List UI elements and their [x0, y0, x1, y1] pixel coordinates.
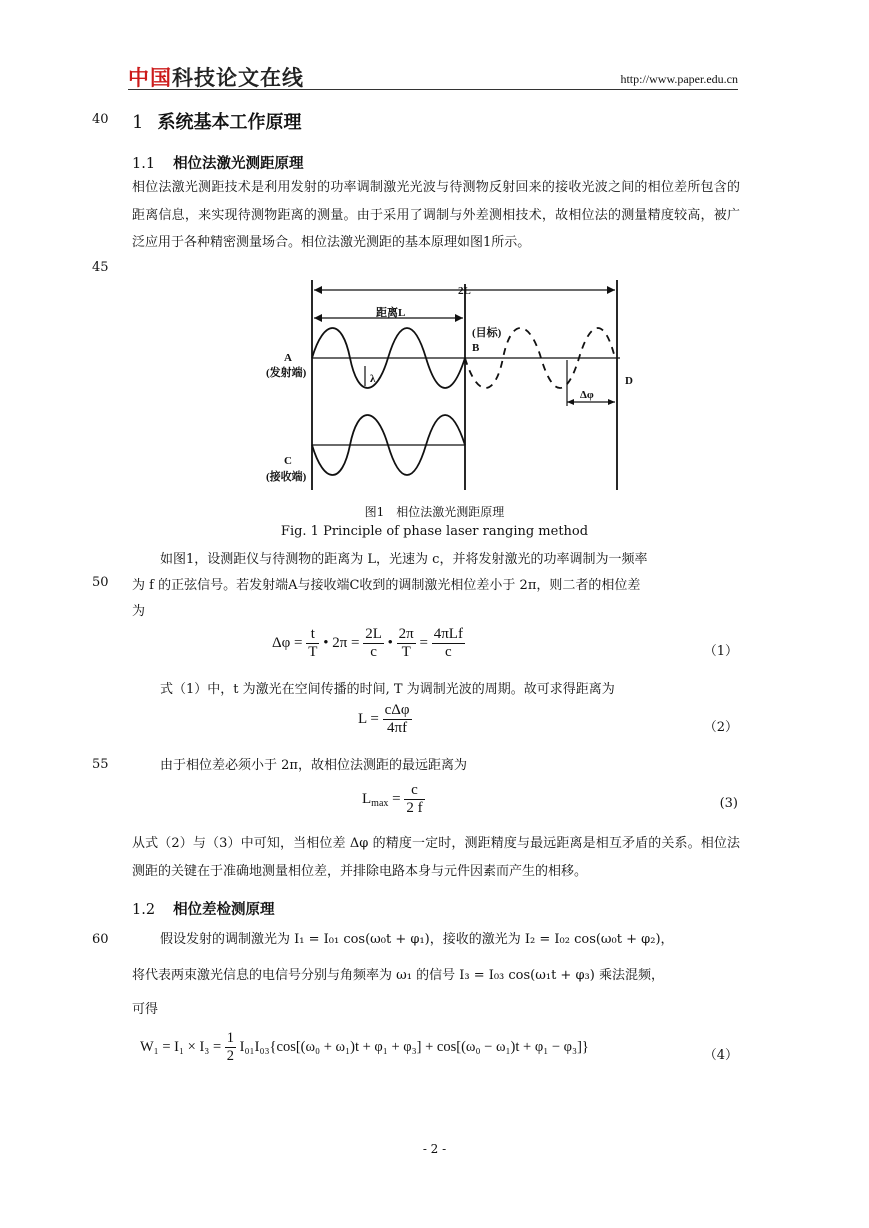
paragraph: 从式（2）与（3）中可知，当相位差 Δφ 的精度一定时，测距精度与最远距离是相互矛盾的关系。相位法测距的关键在于准确地测量相位差，并排除电路本身与元件因素而产生的相移。: [132, 836, 740, 879]
section-title: 系统基本工作原理: [157, 112, 302, 133]
equation-number: （4）: [703, 1048, 738, 1063]
phase-ranging-diagram: [258, 278, 638, 496]
paragraph: 为: [132, 604, 146, 619]
header-url[interactable]: http://www.paper.edu.cn: [620, 72, 738, 86]
label-A-sub: (发射端): [266, 367, 307, 379]
subsection-number: 1.2: [132, 902, 156, 918]
label-distance: 距离L: [376, 307, 406, 319]
page-number: - 2 -: [422, 1142, 447, 1156]
label-2L: 2L: [458, 285, 471, 297]
paragraph: 由于相位差必须小于 2π，故相位法测距的最远距离为: [160, 758, 467, 773]
header-rule: [128, 89, 738, 90]
subsection-heading: [132, 152, 304, 173]
line-number: 55: [92, 757, 109, 772]
section-heading: [132, 108, 301, 134]
subsection-title: 相位差检测原理: [173, 901, 275, 918]
figure-caption-cn: 图1 相位法激光测距原理: [364, 505, 505, 519]
line-number: 45: [92, 260, 109, 275]
paragraph: 如图1，设测距仪与待测物的距离为 L，光速为 c，并将发射激光的功率调制为一频率: [160, 552, 648, 567]
equation-4: W₁ = I₁ × I₃ = $\frac{1}{2}$ I₀₁I₀₃{cos[(ω₀ + ω₁)t + φ₁ + φ₃] + cos[(ω₀ − ω₁)t + φ₁ − φ₃]}: [140, 1030, 589, 1064]
line-number: 60: [92, 932, 109, 947]
section-number: 1: [132, 112, 144, 133]
equation-number: （2）: [703, 720, 738, 735]
figure-caption-en: Fig. 1 Principle of phase laser ranging method: [280, 524, 589, 539]
line-number: 40: [92, 112, 109, 127]
paragraph: 为 f 的正弦信号。若发射端A与接收端C收到的调制激光相位差小于 2π，则二者的相位差: [132, 578, 641, 593]
logo-dark-text: 科技论文在线: [172, 66, 304, 90]
equation-2: L = $\frac{\text{cΔφ}}{4\pi f}$: [358, 702, 410, 736]
label-A: A: [284, 352, 292, 364]
paragraph: 式（1）中，t 为激光在空间传播的时间, T 为调制光波的周期。故可求得距离为: [160, 682, 615, 697]
equation-number: (3): [719, 796, 738, 811]
label-target: (目标): [472, 327, 502, 339]
equation-number: （1）: [703, 644, 738, 659]
subsection-title: 相位法激光测距原理: [173, 155, 304, 172]
label-lambda: λ: [370, 373, 376, 385]
label-phase-diff: Δφ: [580, 389, 594, 401]
paragraph: 相位法激光测距技术是利用发射的功率调制激光光波与待测物反射回来的接收光波之间的相位差所包含的距离信息，来实现待测物距离的测量。由于采用了调制与外差测相技术，故相位法的测量精度较高，被广泛应用于各种精密测量场合。相位法激光测距的基本原理如图1所示。: [132, 180, 740, 250]
label-C-sub: (接收端): [266, 471, 307, 483]
paragraph: 将代表两束激光信息的电信号分别与角频率为 ω₁ 的信号 I₃ = I₀₃ cos(ω₁t + φ₃) 乘法混频，: [132, 968, 664, 983]
label-B: B: [472, 342, 480, 354]
label-C: C: [284, 455, 292, 467]
label-D: D: [625, 375, 633, 387]
subsection-heading: [132, 898, 275, 919]
line-number: 50: [92, 575, 109, 590]
paragraph: 可得: [132, 1002, 159, 1017]
paragraph: 假设发射的调制激光为 I₁ = I₀₁ cos(ω₀t + φ₁)，接收的激光为 I₂ = I₀₂ cos(ω₀t + φ₂)，: [160, 932, 674, 947]
equation-3: $L_{max}$ = $\frac{c}{2 f}$: [362, 782, 423, 816]
subsection-number: 1.1: [132, 156, 156, 172]
logo-red-text: 中国: [128, 66, 172, 90]
equation-1: Δφ = $\frac{t}{T}$ • 2π = $\frac{2L}{c}$ • $\frac{2\pi}{T}$ = $\frac{\text{4πLf}}{c}$: [272, 626, 463, 660]
journal-logo: [128, 62, 304, 92]
